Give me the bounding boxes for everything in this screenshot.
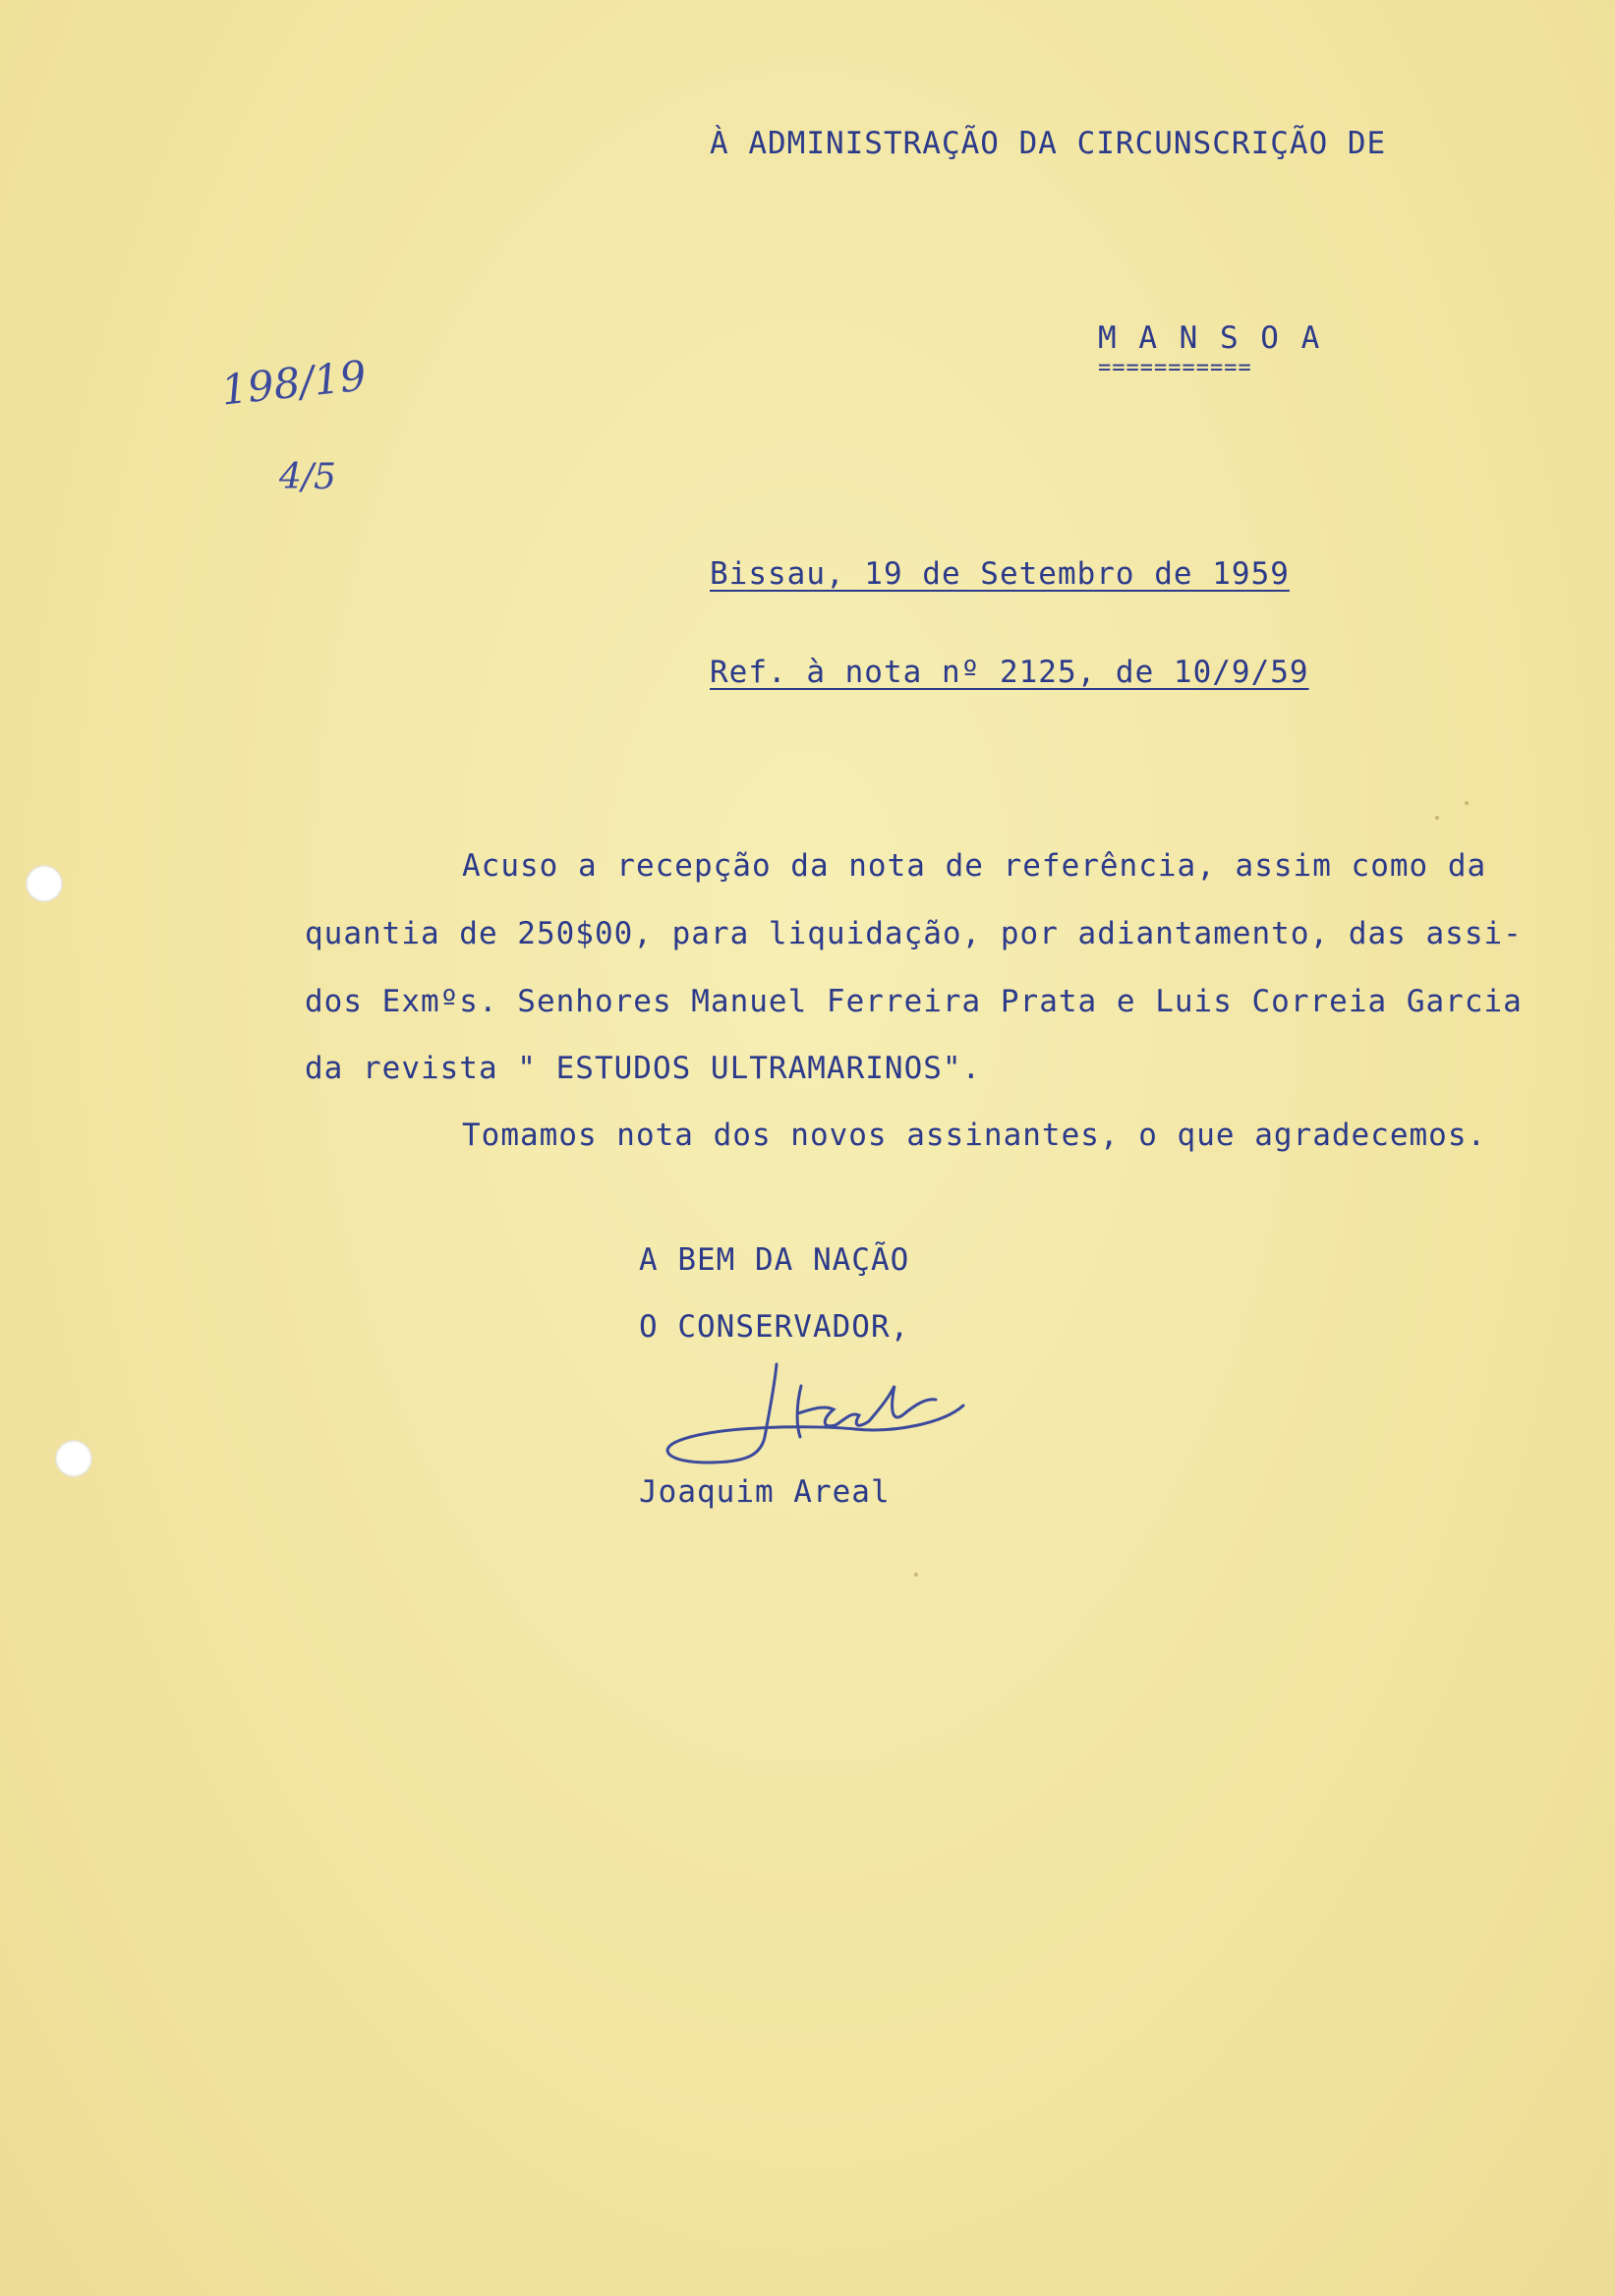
paper-speck [914,1573,918,1577]
paper-speck [1465,801,1469,805]
body-line: dos Exmºs. Senhores Manuel Ferreira Prata e Luis Correia Garcia [305,984,1523,1019]
closing-salutation: A BEM DA NAÇÃO [639,1242,910,1278]
punch-hole-bottom [55,1440,92,1477]
signature-image [649,1347,983,1474]
body-line: da revista " ESTUDOS ULTRAMARINOS". [305,1051,982,1086]
body-line: Acuso a recepção da nota de referência, assim como da [462,848,1487,884]
paper-speck [1435,816,1439,820]
punch-hole-top [26,865,63,902]
closing-title: O CONSERVADOR, [639,1309,910,1345]
handwritten-file-number: 198/19 [218,351,369,415]
signatory-name: Joaquim Areal [639,1474,891,1510]
body-line: Tomamos nota dos novos assinantes, o que agradecemos. [462,1118,1487,1153]
handwritten-page-ref: 4/5 [279,457,336,497]
addressee-place: M A N S O A [1098,320,1322,356]
body-line: quantia de 250$00, para liquidação, por adiantamento, das assi- [305,916,1523,951]
date-line: Bissau, 19 de Setembro de 1959 [710,556,1290,592]
addressee-line: À ADMINISTRAÇÃO DA CIRCUNSCRIÇÃO DE [710,126,1387,161]
place-double-rule: =========== [1098,356,1252,380]
reference-line: Ref. à nota nº 2125, de 10/9/59 [710,655,1309,690]
